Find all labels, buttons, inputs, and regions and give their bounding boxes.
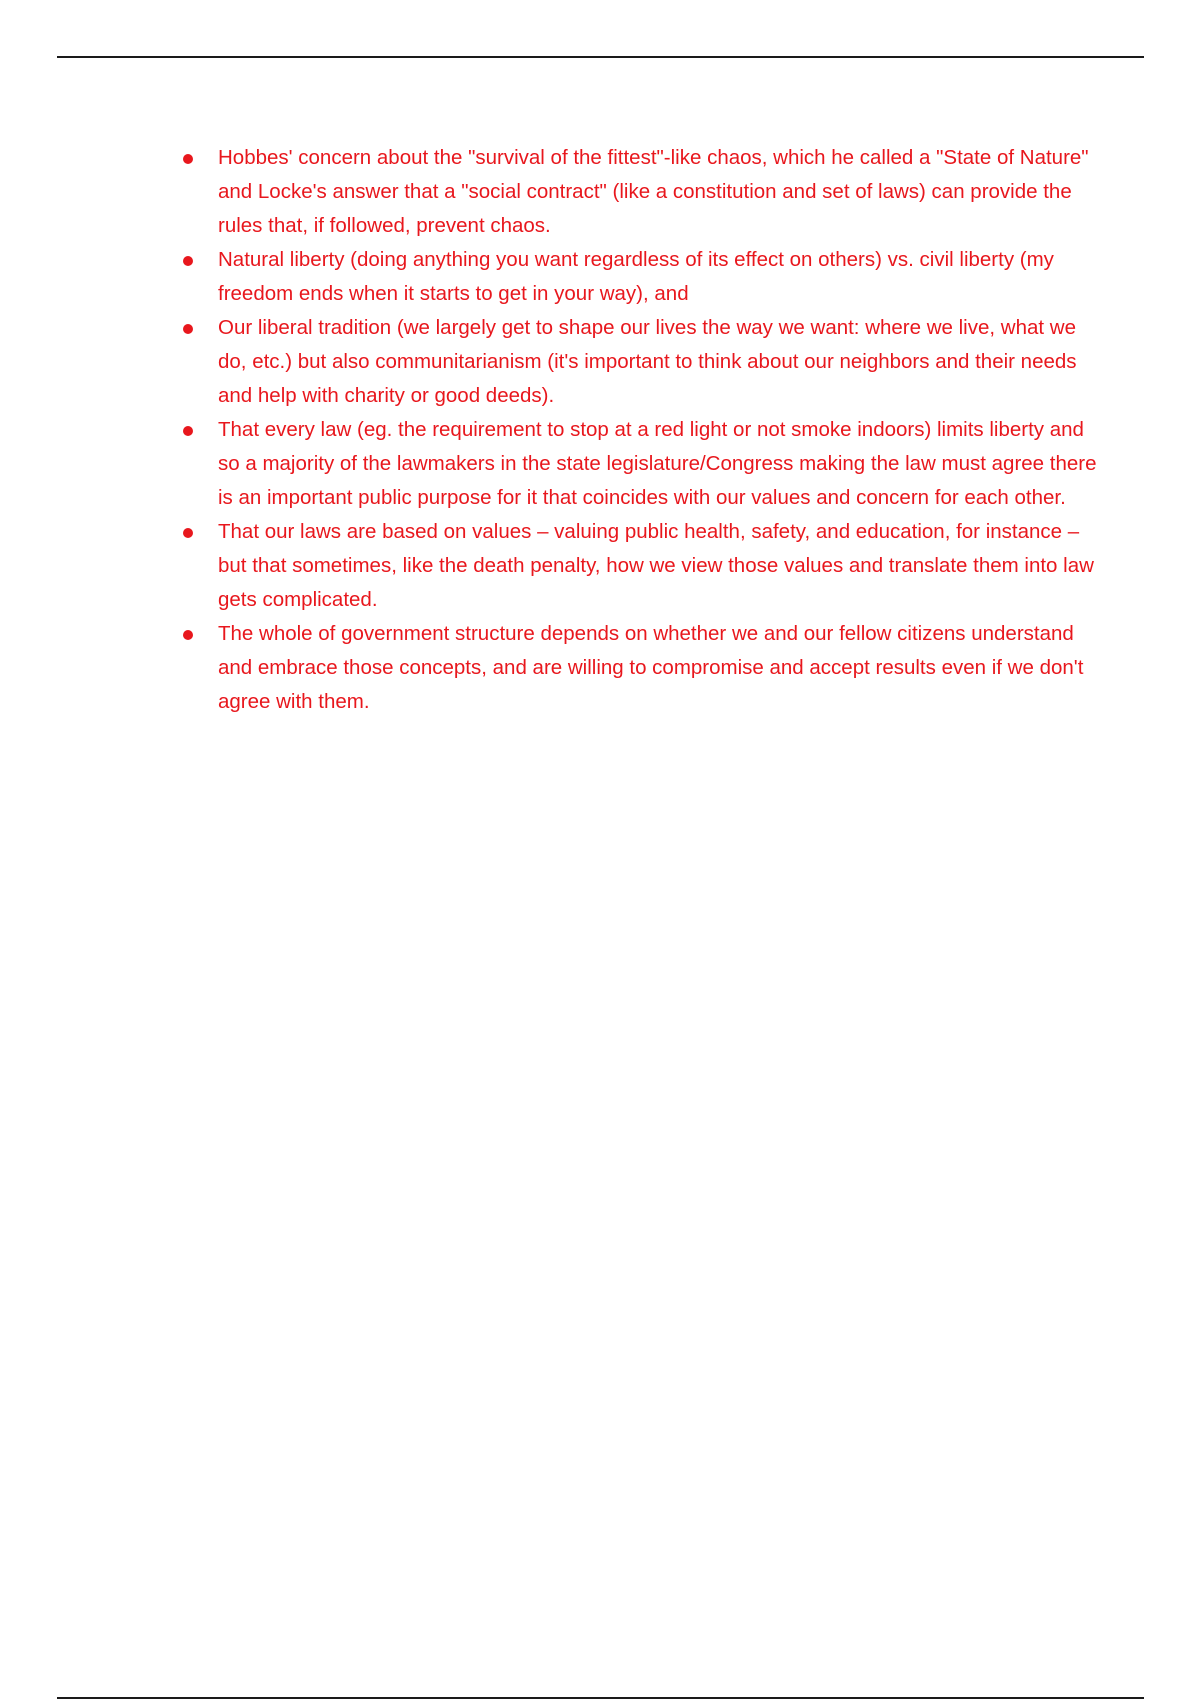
list-item <box>176 515 1100 617</box>
list-item-text: Natural liberty (doing anything you want regardless of its effect on others) vs. civil liberty (my freedom ends when it starts to get in your way), and <box>218 248 1054 305</box>
header-rule <box>57 56 1144 58</box>
bullet-icon <box>183 630 193 640</box>
bullet-icon <box>183 324 193 334</box>
document-body <box>176 141 1100 719</box>
list-item <box>176 311 1100 413</box>
footer-rule <box>57 1697 1144 1699</box>
list-item <box>176 141 1100 243</box>
list-item <box>176 617 1100 719</box>
list-item-text: The whole of government structure depends on whether we and our fellow citizens understand and embrace those concepts, and are willing to compromise and accept results even if we don't agree with them. <box>218 622 1084 713</box>
list-item-text: Our liberal tradition (we largely get to shape our lives the way we want: where we live, what we do, etc.) but also communitarianism (it's important to think about our neighbors and their needs and help with charity or good deeds). <box>218 316 1077 407</box>
bullet-list <box>176 141 1100 719</box>
bullet-icon <box>183 426 193 436</box>
list-item-text: Hobbes' concern about the "survival of the fittest"-like chaos, which he called a "State of Nature" and Locke's answer that a "social contract" (like a constitution and set of laws) can provide the rules that, if followed, prevent chaos. <box>218 146 1089 237</box>
list-item-text: That every law (eg. the requirement to stop at a red light or not smoke indoors) limits liberty and so a majority of the lawmakers in the state legislature/Congress making the law must agree there is an important public purpose for it that coincides with our values and concern for each other. <box>218 418 1097 509</box>
bullet-icon <box>183 528 193 538</box>
bullet-icon <box>183 256 193 266</box>
bullet-icon <box>183 154 193 164</box>
list-item <box>176 243 1100 311</box>
list-item <box>176 413 1100 515</box>
list-item-text: That our laws are based on values – valuing public health, safety, and education, for instance – but that sometimes, like the death penalty, how we view those values and translate them into law gets complicated. <box>218 520 1094 611</box>
